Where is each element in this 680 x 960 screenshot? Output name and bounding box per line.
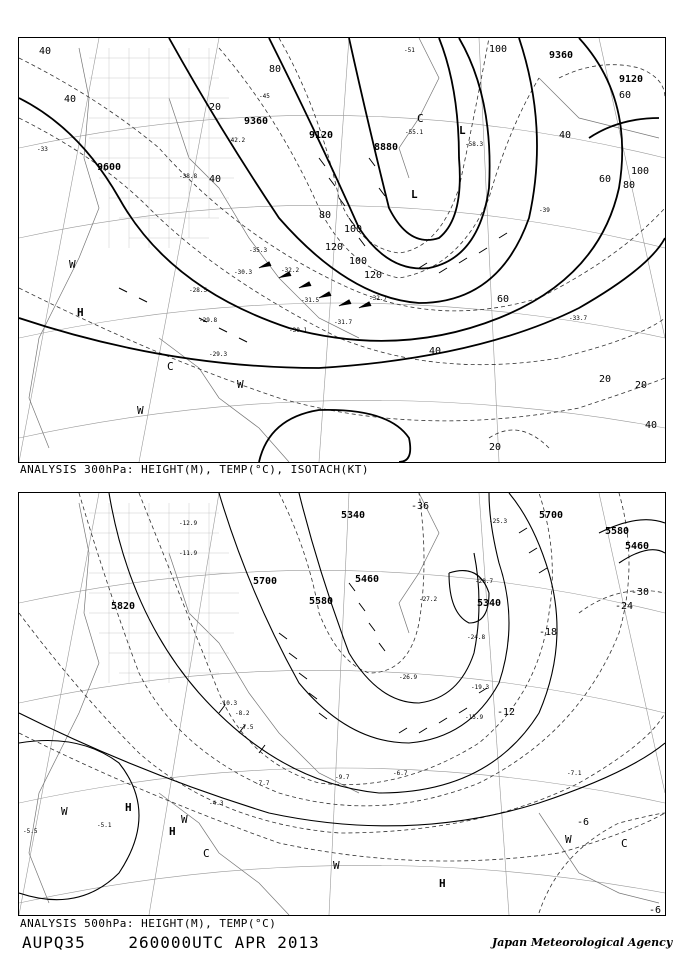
temperature-label: -31.5	[301, 297, 320, 304]
height-label: 9120	[619, 74, 644, 85]
isotherm-label: -18	[539, 627, 558, 638]
temperature-label: -15.9	[465, 714, 484, 721]
temperature-label: -31.7	[334, 319, 353, 326]
terrain-hatch	[89, 48, 239, 248]
height-label: 5580	[309, 596, 334, 607]
isotach-label: 40	[39, 46, 52, 57]
isotach-label: 20	[489, 442, 502, 453]
temperature-label: -42.2	[227, 137, 246, 144]
isotherm-label: -6	[649, 905, 662, 915]
pressure-center-label: H	[77, 306, 84, 319]
isotach-label: 40	[559, 130, 572, 141]
height-label: 9120	[309, 130, 334, 141]
temperature-label: -55.1	[405, 129, 424, 136]
isotach-label: 40	[645, 420, 658, 431]
pressure-center-label: W	[237, 378, 244, 391]
temperature-label: -58.3	[465, 141, 484, 148]
isotach-label: 80	[319, 210, 332, 221]
temperature-label: -4.3	[209, 800, 224, 807]
pressure-center-label: L	[459, 124, 466, 137]
pressure-center-label: C	[203, 847, 210, 860]
valid-time: 260000UTC APR 2013	[128, 933, 320, 952]
height-label: 5460	[625, 541, 650, 552]
isotach-label: 40	[64, 94, 77, 105]
product-line	[22, 933, 320, 952]
isotherm-label: -30	[631, 587, 650, 598]
temperature-label: -7.7	[255, 780, 270, 787]
height-label-group	[97, 50, 643, 173]
pressure-center-label: H	[439, 877, 446, 890]
height-label: 9360	[549, 50, 574, 61]
temperature-label: -39	[539, 207, 550, 214]
temperature-label: -45	[259, 93, 270, 100]
temperature-label: -25.3	[489, 518, 508, 525]
height-label: 9360	[244, 116, 269, 127]
map-panel-500hpa	[18, 492, 666, 916]
isotach-label: 100	[631, 166, 650, 177]
isotach-label: 40	[429, 346, 442, 357]
isotherm-label: -12	[497, 707, 516, 718]
temperature-label: -7.1	[567, 770, 582, 777]
temperature-label: -11.9	[179, 550, 198, 557]
pressure-center-label: W	[61, 805, 68, 818]
isotherm-label-group	[411, 501, 661, 915]
isotach-label: 20	[599, 374, 612, 385]
temperature-label-group	[23, 518, 582, 835]
temperature-label: -19.3	[471, 684, 490, 691]
wind-barbs	[219, 528, 547, 753]
terrain-hatch	[89, 503, 239, 683]
pressure-center-label: C	[621, 837, 628, 850]
isotherm-label: -24	[615, 601, 634, 612]
product-code: AUPQ35	[22, 933, 86, 952]
isotach-label: 100	[489, 44, 508, 55]
isotherms	[19, 493, 665, 913]
temperature-label: -8.2	[235, 710, 250, 717]
pressure-center-label: H	[125, 801, 132, 814]
temperature-label: -6.7	[393, 770, 408, 777]
temperature-label: -30.3	[234, 269, 253, 276]
temperature-label: -32.2	[281, 267, 300, 274]
height-label: 5700	[253, 576, 278, 587]
pressure-center-label: C	[167, 360, 174, 373]
map-300hpa-svg	[19, 38, 665, 462]
temperature-label: -24.8	[467, 634, 486, 641]
pressure-center-label: C	[417, 112, 424, 125]
temperature-label: -7.5	[239, 724, 254, 731]
temperature-label: -9.7	[335, 774, 350, 781]
isotach-label: 80	[269, 64, 282, 75]
temperature-label: -51	[404, 47, 415, 54]
agency-credit: Japan Meteorological Agency	[492, 936, 673, 949]
height-label: 5700	[539, 510, 564, 521]
temperature-label: -26.9	[399, 674, 418, 681]
isotach-label: 100	[349, 256, 368, 267]
height-label: 5820	[111, 601, 136, 612]
isotherm-label: -6	[577, 817, 590, 828]
coastlines	[29, 38, 659, 462]
temperature-label: -10.3	[219, 700, 238, 707]
isotach-label: 60	[619, 90, 632, 101]
pressure-center-label: W	[69, 258, 76, 271]
pressure-center-label: W	[333, 859, 340, 872]
height-label: 5460	[355, 574, 380, 585]
wind-barbs	[119, 158, 510, 342]
isotach-label: 100	[344, 224, 363, 235]
temperature-label: -27.2	[419, 596, 438, 603]
temperature-label: -29.8	[199, 317, 218, 324]
panel-caption-500hpa: ANALYSIS 500hPa: HEIGHT(M), TEMP(°C)	[20, 917, 277, 930]
height-label: 5580	[605, 526, 630, 537]
isotherm-label: -36	[411, 501, 430, 512]
height-label: 9600	[97, 162, 122, 173]
isotach-label: 80	[623, 180, 636, 191]
temperature-label: -5.5	[23, 828, 38, 835]
pressure-center-label: W	[565, 833, 572, 846]
temperature-label: -33.7	[569, 315, 588, 322]
height-label: 8880	[374, 142, 399, 153]
isotach-label: 60	[599, 174, 612, 185]
isotach-label: 120	[364, 270, 383, 281]
height-label: 5340	[477, 598, 502, 609]
temperature-label: -5.1	[97, 822, 112, 829]
isotach-label: 60	[497, 294, 510, 305]
temperature-label: -32.7	[369, 295, 388, 302]
pressure-center-label: W	[181, 813, 188, 826]
isotach-label: 20	[635, 380, 648, 391]
pressure-center-group	[61, 801, 628, 890]
temperature-label: -28.5	[189, 287, 208, 294]
graticule	[19, 493, 665, 915]
isotach-label: 20	[209, 102, 222, 113]
temperature-label: -28.7	[475, 578, 494, 585]
temperature-label: -29.3	[209, 351, 228, 358]
pressure-center-label: H	[169, 825, 176, 838]
temperature-label: -30.1	[289, 327, 308, 334]
pressure-center-label: L	[411, 188, 418, 201]
temperature-label: -38.8	[179, 173, 198, 180]
isotach-label: 120	[325, 242, 344, 253]
map-500hpa-svg	[19, 493, 665, 915]
isotach-label-group	[39, 44, 657, 453]
temperature-label: -35.3	[249, 247, 268, 254]
isotach-label: 40	[209, 174, 222, 185]
height-label: 5340	[341, 510, 366, 521]
temperature-label: -12.9	[179, 520, 198, 527]
temperature-label: -33	[37, 146, 48, 153]
pressure-center-label: W	[137, 404, 144, 417]
map-panel-300hpa	[18, 37, 666, 463]
panel-caption-300hpa: ANALYSIS 300hPa: HEIGHT(M), TEMP(°C), ISOTACH(KT)	[20, 463, 370, 476]
